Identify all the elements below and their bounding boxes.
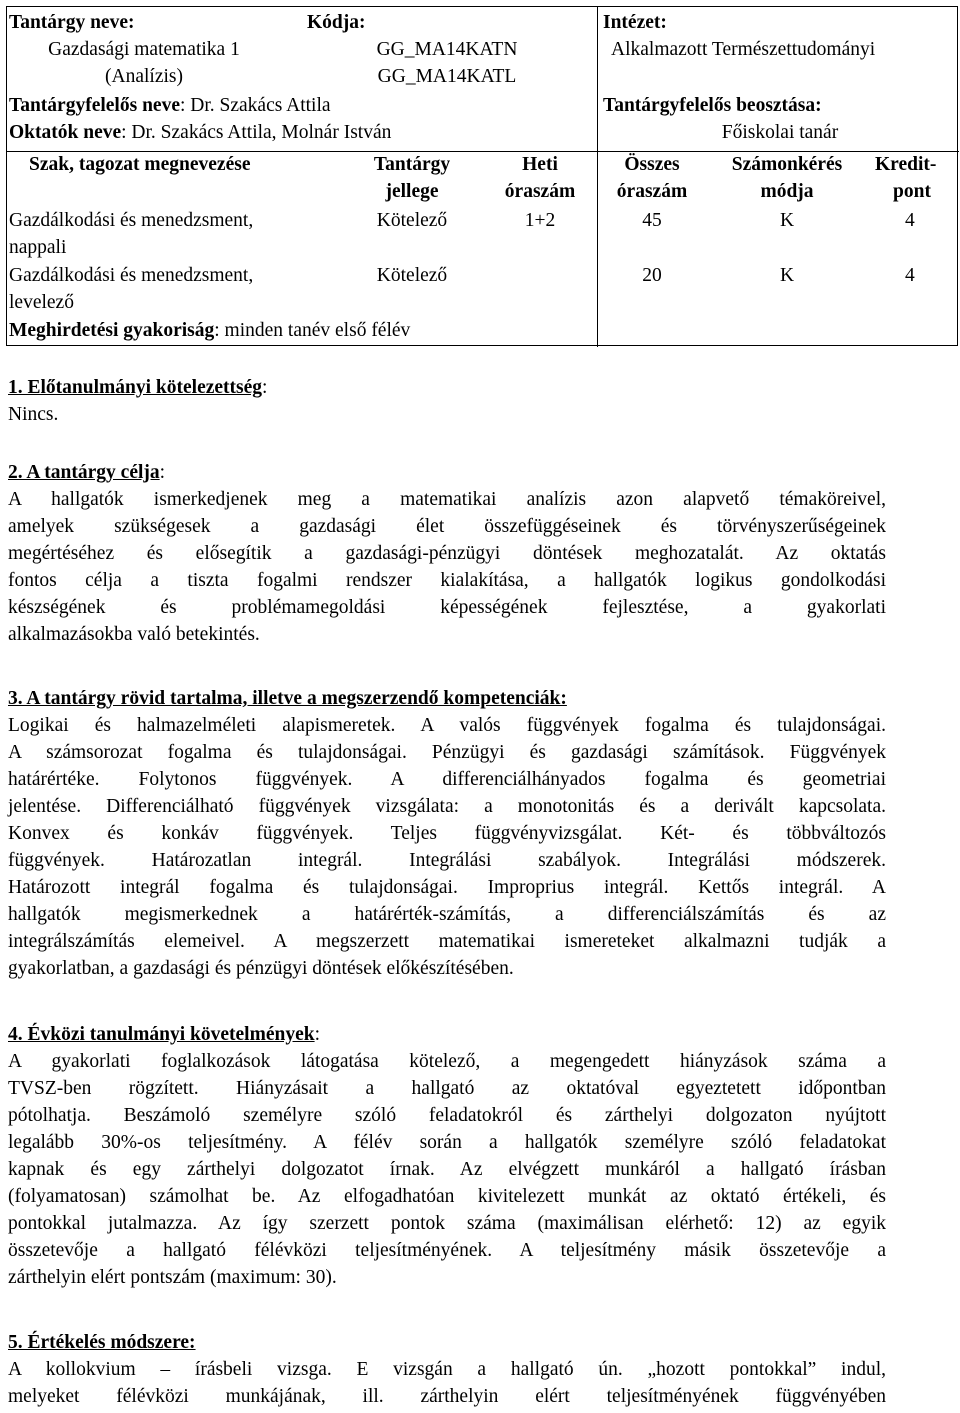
paragraph-line: TVSZ-ben rögzített. Hiányzásait a hallgató az oktatóval egyeztetett időpontban [8,1078,886,1099]
paragraph-line: jelentése. Differenciálható függvények vizsgálata: a monotonitás és a derivált kapcsolata. [8,796,886,817]
table-row-nature: Kötelező [376,265,448,286]
subject-name-sub: (Analízis) [105,66,183,87]
table-row-major: nappali [9,237,67,258]
paragraph-line: Határozott integrál fogalma és tulajdonságai. Improprius integrál. Kettős integrál. A [8,877,886,898]
frequency-line: Meghirdetési gyakoriság: minden tanév első félév [9,320,411,341]
paragraph-line: kapnak és egy zárthelyi dolgozatot írnak. Az elvégzett munkáról a hallgató írásban [8,1159,886,1180]
paragraph-line: legalább 30%-os teljesítmény. A félév során a hallgatók személyre szóló feladatokat [8,1132,886,1153]
col-major: Szak, tagozat megnevezése [29,154,251,175]
paragraph-line: határértéke. Folytonos függvények. A differenciálhányados fogalma és geometriai [8,769,886,790]
table-row-exam: K [779,210,795,231]
paragraph-line: gyakorlatban, a gazdasági és pénzügyi döntések előkészítésében. [8,958,514,979]
paragraph-line: pótolhatja. Beszámoló személyre szóló feladatokról és zárthelyi dolgozaton nyújtott [8,1105,886,1126]
course-header-table [6,6,958,346]
col-exam: módja [760,181,814,202]
paragraph-line: pontokkal jutalmazza. Az így szerzett pontok száma (maximálisan elérhető: 12) az egyik [8,1213,886,1234]
table-row-exam: K [779,265,795,286]
paragraph-line: Konvex és konkáv függvények. Teljes függvényvizsgálat. Két- és többváltozós [8,823,886,844]
section-title: 5. Értékelés módszere: [8,1332,196,1353]
paragraph-line: A számsorozat fogalma és tulajdonságai. Pénzügyi és gazdasági számítások. Függvények [8,742,886,763]
section-title: 2. A tantárgy célja: [8,462,166,483]
col-credit: Kredit- [875,154,937,175]
institute-value: Alkalmazott Természettudományi [611,39,876,60]
paragraph-line: hallgatók megismerkednek a határérték-számítás, a differenciálszámítás és az [8,904,886,925]
paragraph-line: A kollokvium – írásbeli vizsga. E vizsgán a hallgató ún. „hozott pontokkal” indul, [8,1359,886,1380]
col-exam: Számonkérés [731,154,843,175]
table-row-major: Gazdálkodási és menedzsment, [9,210,254,231]
paragraph-line: (folyamatosan) számolhat be. Az elfogadhatóan kivitelezett munkát az oktató értékeli, és [8,1186,886,1207]
col-nature: jellege [385,181,439,202]
table-row-total: 20 [642,265,662,286]
subject-name-label: Tantárgy neve: [9,12,135,33]
col-weekly: Heti [522,154,558,175]
paragraph-line: A gyakorlati foglalkozások látogatása kötelező, a megengedett hiányzások száma a [8,1051,886,1072]
institute-label: Intézet: [603,12,667,33]
paragraph-line: Logikai és halmazelméleti alapismeretek. A valós függvények fogalma és tulajdonságai. [8,715,886,736]
section-requirements [8,1021,886,1291]
section-content [8,685,886,982]
position-value: Főiskolai tanár [721,122,839,143]
col-total: Összes [624,154,680,175]
table-row-major: Gazdálkodási és menedzsment, [9,265,254,286]
paragraph-line: alkalmazásokba való betekintés. [8,624,260,645]
col-credit: pont [893,181,931,202]
section-title: 1. Előtanulmányi kötelezettség: [8,377,268,398]
teachers-line: Oktatók neve: Dr. Szakács Attila, Molnár István [9,122,392,143]
section-prerequisites [8,374,886,428]
paragraph-line: integrálszámítás elemeivel. A megszerzett matematikai ismereteket alkalmazni tudják a [8,931,886,952]
section-title: 4. Évközi tanulmányi követelmények: [8,1024,321,1045]
paragraph-line: megértéséhez és elősegítik a gazdasági-pénzügyi döntések meghozatalát. Az oktatás [8,543,886,564]
section-evaluation [8,1329,886,1410]
position-label: Tantárgyfelelős beosztása: [603,95,822,116]
table-row-credit: 4 [905,265,915,286]
table-row-nature: Kötelező [376,210,448,231]
paragraph-line: fontos célja a tiszta fogalmi rendszer kialakítása, a hallgatók logikus gondolkodási [8,570,886,591]
code-value-2: GG_MA14KATL [377,66,517,87]
col-total: óraszám [616,181,688,202]
paragraph-line: készségének és problémamegoldási képességének fejlesztése, a gyakorlati [8,597,886,618]
paragraph-line: összetevője a hallgató félévközi teljesítményének. A teljesítmény másik összetevője a [8,1240,886,1261]
code-label: Kódja: [307,12,366,33]
subject-name: Gazdasági matematika 1 [48,39,240,60]
section-text: Nincs. [8,404,59,425]
code-value-1: GG_MA14KATN [376,39,518,60]
table-row-weekly: 1+2 [524,210,556,231]
table-row-total: 45 [642,210,662,231]
table-row-credit: 4 [905,210,915,231]
paragraph-line: melyeket félévközi munkájának, ill. zárthelyin elért teljesítményének függvényében [8,1386,886,1407]
section-title: 3. A tantárgy rövid tartalma, illetve a megszerzendő kompetenciák: [8,688,567,709]
paragraph-line: amelyek szükségesek a gazdasági élet összefüggéseinek és törvényszerűségeinek [8,516,886,537]
paragraph-line: függvények. Határozatlan integrál. Integrálási szabályok. Integrálási módszerek. [8,850,886,871]
section-aim [8,459,886,648]
col-weekly: óraszám [504,181,576,202]
table-row-major: levelező [9,292,74,313]
col-nature: Tantárgy [373,154,451,175]
responsible-line: Tantárgyfelelős neve: Dr. Szakács Attila [9,95,331,116]
paragraph-line: A hallgatók ismerkedjenek meg a matematikai analízis azon alapvető témaköreivel, [8,489,886,510]
paragraph-line: zárthelyin elért pontszám (maximum: 30). [8,1267,337,1288]
